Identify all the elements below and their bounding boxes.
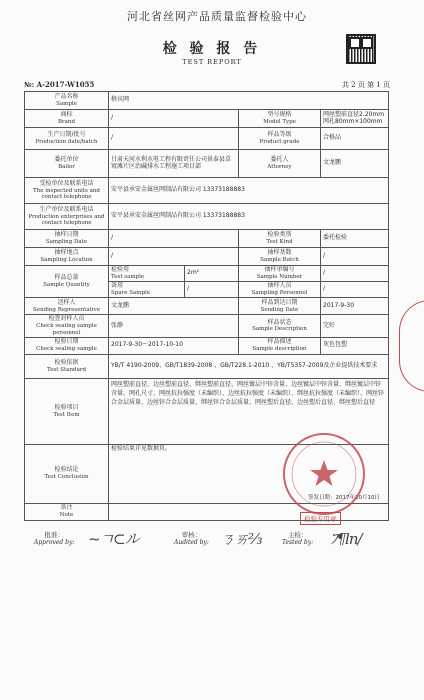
row-sampling-date: [25, 230, 389, 248]
tested-block: 主检： Tested by:: [282, 531, 314, 546]
label-sample-batch: 抽样基数 Sample Batch: [239, 248, 321, 266]
label-test-standard: 检验依据 Test Standard: [25, 354, 109, 378]
label-test-item: 检验项目 Test Item: [25, 378, 109, 444]
value-sample-batch: /: [321, 248, 389, 266]
approved-block: 批准： Approved by:: [34, 531, 75, 546]
conclusion-text: 检验结果详见数据页。: [111, 444, 172, 452]
value-sampling-personnel: /: [321, 282, 389, 298]
label-test-sample: 检验用 Test sample: [109, 266, 185, 282]
issue-date: 签发日期：2017年10月10日: [308, 494, 381, 501]
label-sending-date: 样品到达日期 Sending Date: [239, 298, 321, 315]
label-test-conclusion: 检验结论 Test Conclusion: [25, 444, 109, 503]
official-seal: [280, 430, 368, 518]
value-model: 网丝塑前直径2.20mm 网孔80mm×100mm: [321, 110, 389, 128]
label-sample-description-2: 样品描述 Sample description: [239, 337, 321, 354]
value-spare-sample: /: [185, 282, 239, 298]
value-sample-description-2: 灰色包塑: [321, 337, 389, 354]
value-check-sealing-time: 2017-9-30～2017-10-10: [109, 337, 239, 354]
value-product-grade: 合格品: [321, 128, 389, 150]
label-production-enterprises: 生产单位及联系电话 Production enterprises and contact telephone: [25, 204, 109, 230]
value-sample-description-1: 完好: [321, 315, 389, 338]
seal-label: 检验专用章: [300, 512, 341, 525]
value-sampling-location: /: [109, 248, 239, 266]
label-check-sealing-person: 检查封样人员 Check sealing sample personnel: [25, 315, 109, 338]
label-test-kind: 检验类别 Test Kind: [239, 230, 321, 248]
edge-seal: [399, 300, 424, 392]
value-brand: /: [109, 110, 239, 128]
value-test-standard: YB/T 4190-2009、GB/T1839-2008 、GB/T228.1-2010 、YB/T5357-2009及企业提供技术要求: [109, 354, 389, 378]
report-number: №: A-2017-W1055: [24, 80, 95, 89]
value-sample-number: /: [321, 266, 389, 282]
label-sample-description-1: 样品状态 Sample Description: [239, 315, 321, 338]
signature-row: [24, 530, 388, 560]
row-sending-representative: [25, 298, 389, 315]
label-spare-sample: 备用 Spare Sample: [109, 282, 185, 298]
label-model: 型号规格 Model Type: [239, 110, 321, 128]
label-production-date: 生产日期/批号 Production date/batch: [25, 128, 109, 150]
row-check-sealing-time: [25, 337, 389, 354]
value-check-sealing-person: 张静: [109, 315, 239, 338]
row-test-standard: [25, 354, 389, 378]
label-sampling-personnel: 抽样人员 Sampling Personnel: [239, 282, 321, 298]
report-title: 检 验 报 告: [162, 41, 262, 57]
row-production-enterprises: [25, 204, 389, 230]
label-check-sealing-time: 检验日期 Check sealing sample: [25, 337, 109, 354]
value-sending-representative: 文龙鹏: [109, 298, 239, 315]
label-inspected-units: 受检单位及联系电话 The inspected units and contact telephone: [25, 178, 109, 204]
value-sample: 格宾网: [109, 92, 389, 110]
value-test-item: 网丝塑前直径、边丝塑前直径、绑丝塑前直径、网丝镀层中锌含量、边丝镀层中锌含量、绑丝镀层中锌含量、网孔尺寸、网丝抗拉强度（未编织）、边丝抗拉强度（未编织）、绑丝抗拉强度（未编织）、网丝锌合金层质量、边丝锌合金层质量、绑丝锌合金层质量、网丝塑后直径、边丝塑后直径、绑丝塑后直径: [109, 378, 389, 444]
value-sending-date: 2017-9-30: [321, 298, 389, 315]
label-sending-representative: 送样人 Sending Representative: [25, 298, 109, 315]
page-info: 共 2 页 第 1 页: [341, 81, 390, 89]
value-production-enterprises: 安平县承安金属丝网制品有限公司 13373188883: [109, 204, 389, 230]
label-bailor: 委托单位 Bailor: [25, 150, 109, 178]
row-bailor: [25, 150, 389, 178]
row-check-sealing-person: [25, 315, 389, 338]
row-production-date: [25, 128, 389, 150]
value-bailor: 甘肃天河水利水电工程有限责任公司景泰县草窝滩片区治碱排水工程施工项目部: [109, 150, 239, 178]
tested-signature: ﾌ¶ln/: [330, 530, 362, 548]
value-attorney: 文龙鹏: [321, 150, 389, 178]
label-sample-number: 抽样单编号 Sample Number: [239, 266, 321, 282]
row-brand: [25, 110, 389, 128]
qr-code-icon: [346, 34, 376, 64]
label-brand: 商标 Brand: [25, 110, 109, 128]
row-sampling-location: [25, 248, 389, 266]
row-test-sample: [25, 266, 389, 282]
label-attorney: 委托人 Attorney: [239, 150, 321, 178]
value-inspected-units: 安平县承安金属丝网制品有限公司 13373188883: [109, 178, 389, 204]
label-sample-quantity: 样品总量 Sample Quantity: [25, 266, 109, 298]
audited-signature: ㄋㄞ⅔: [220, 530, 262, 548]
label-product-grade: 样品等级 Product grade: [239, 128, 321, 150]
approved-signature: ~ㄱ⊂ル: [88, 530, 139, 548]
value-test-kind: 委托检验: [321, 230, 389, 248]
report-title-en: TEST REPORT: [182, 58, 242, 66]
label-note: 备注 Note: [25, 503, 109, 520]
row-inspected-units: [25, 178, 389, 204]
organization-name: 河北省丝网产品质量监督检验中心: [127, 10, 307, 23]
label-sampling-location: 抽样地点 Sampling Location: [25, 248, 109, 266]
value-test-sample: 2m²: [185, 266, 239, 282]
audited-block: 审核： Audited by:: [174, 531, 209, 546]
value-production-date: /: [109, 128, 239, 150]
row-sample: [25, 92, 389, 110]
label-sampling-date: 抽样日期 Sampling Date: [25, 230, 109, 248]
label-sample: 产品名称 Sample: [25, 92, 109, 110]
value-sampling-date: /: [109, 230, 239, 248]
